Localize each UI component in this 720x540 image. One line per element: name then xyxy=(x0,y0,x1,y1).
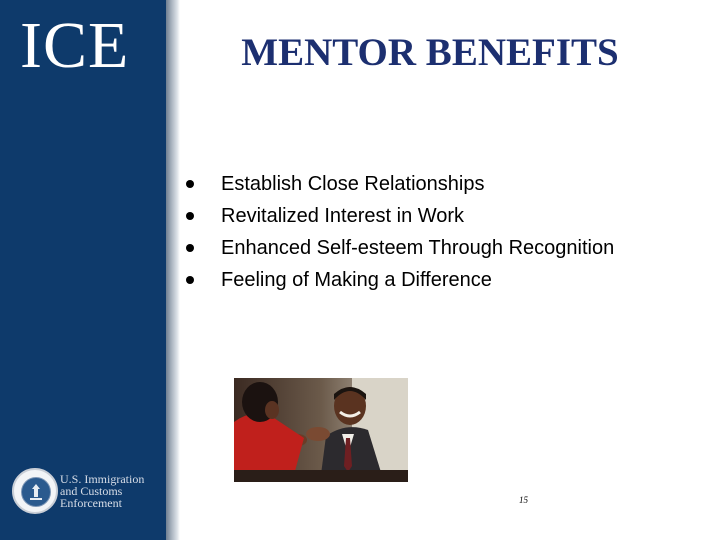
bullet-dot-icon xyxy=(186,276,194,284)
agency-logo xyxy=(10,466,166,522)
agency-name xyxy=(60,473,144,509)
bullet-dot-icon xyxy=(186,180,194,188)
agency-name-line3: Enforcement xyxy=(60,496,122,510)
bullet-text: Enhanced Self-esteem Through Recognition xyxy=(221,237,615,259)
page-number: 15 xyxy=(519,495,528,505)
mentoring-photo xyxy=(234,378,408,482)
sidebar-shadow xyxy=(166,0,180,540)
bullet-text: Feeling of Making a Difference xyxy=(221,269,492,291)
bullet-text: Establish Close Relationships xyxy=(221,173,485,195)
agency-name-line2: and Customs xyxy=(60,484,123,498)
bullet-text: Revitalized Interest in Work xyxy=(221,205,465,227)
sidebar xyxy=(0,0,166,540)
bullet-dot-icon xyxy=(186,244,194,252)
dhs-seal-icon xyxy=(12,468,58,514)
brand-logo-text: ICE xyxy=(20,9,130,82)
slide-title: MENTOR BENEFITS xyxy=(241,31,619,74)
bullet-dot-icon xyxy=(186,212,194,220)
agency-name-line1: U.S. Immigration xyxy=(60,472,145,486)
